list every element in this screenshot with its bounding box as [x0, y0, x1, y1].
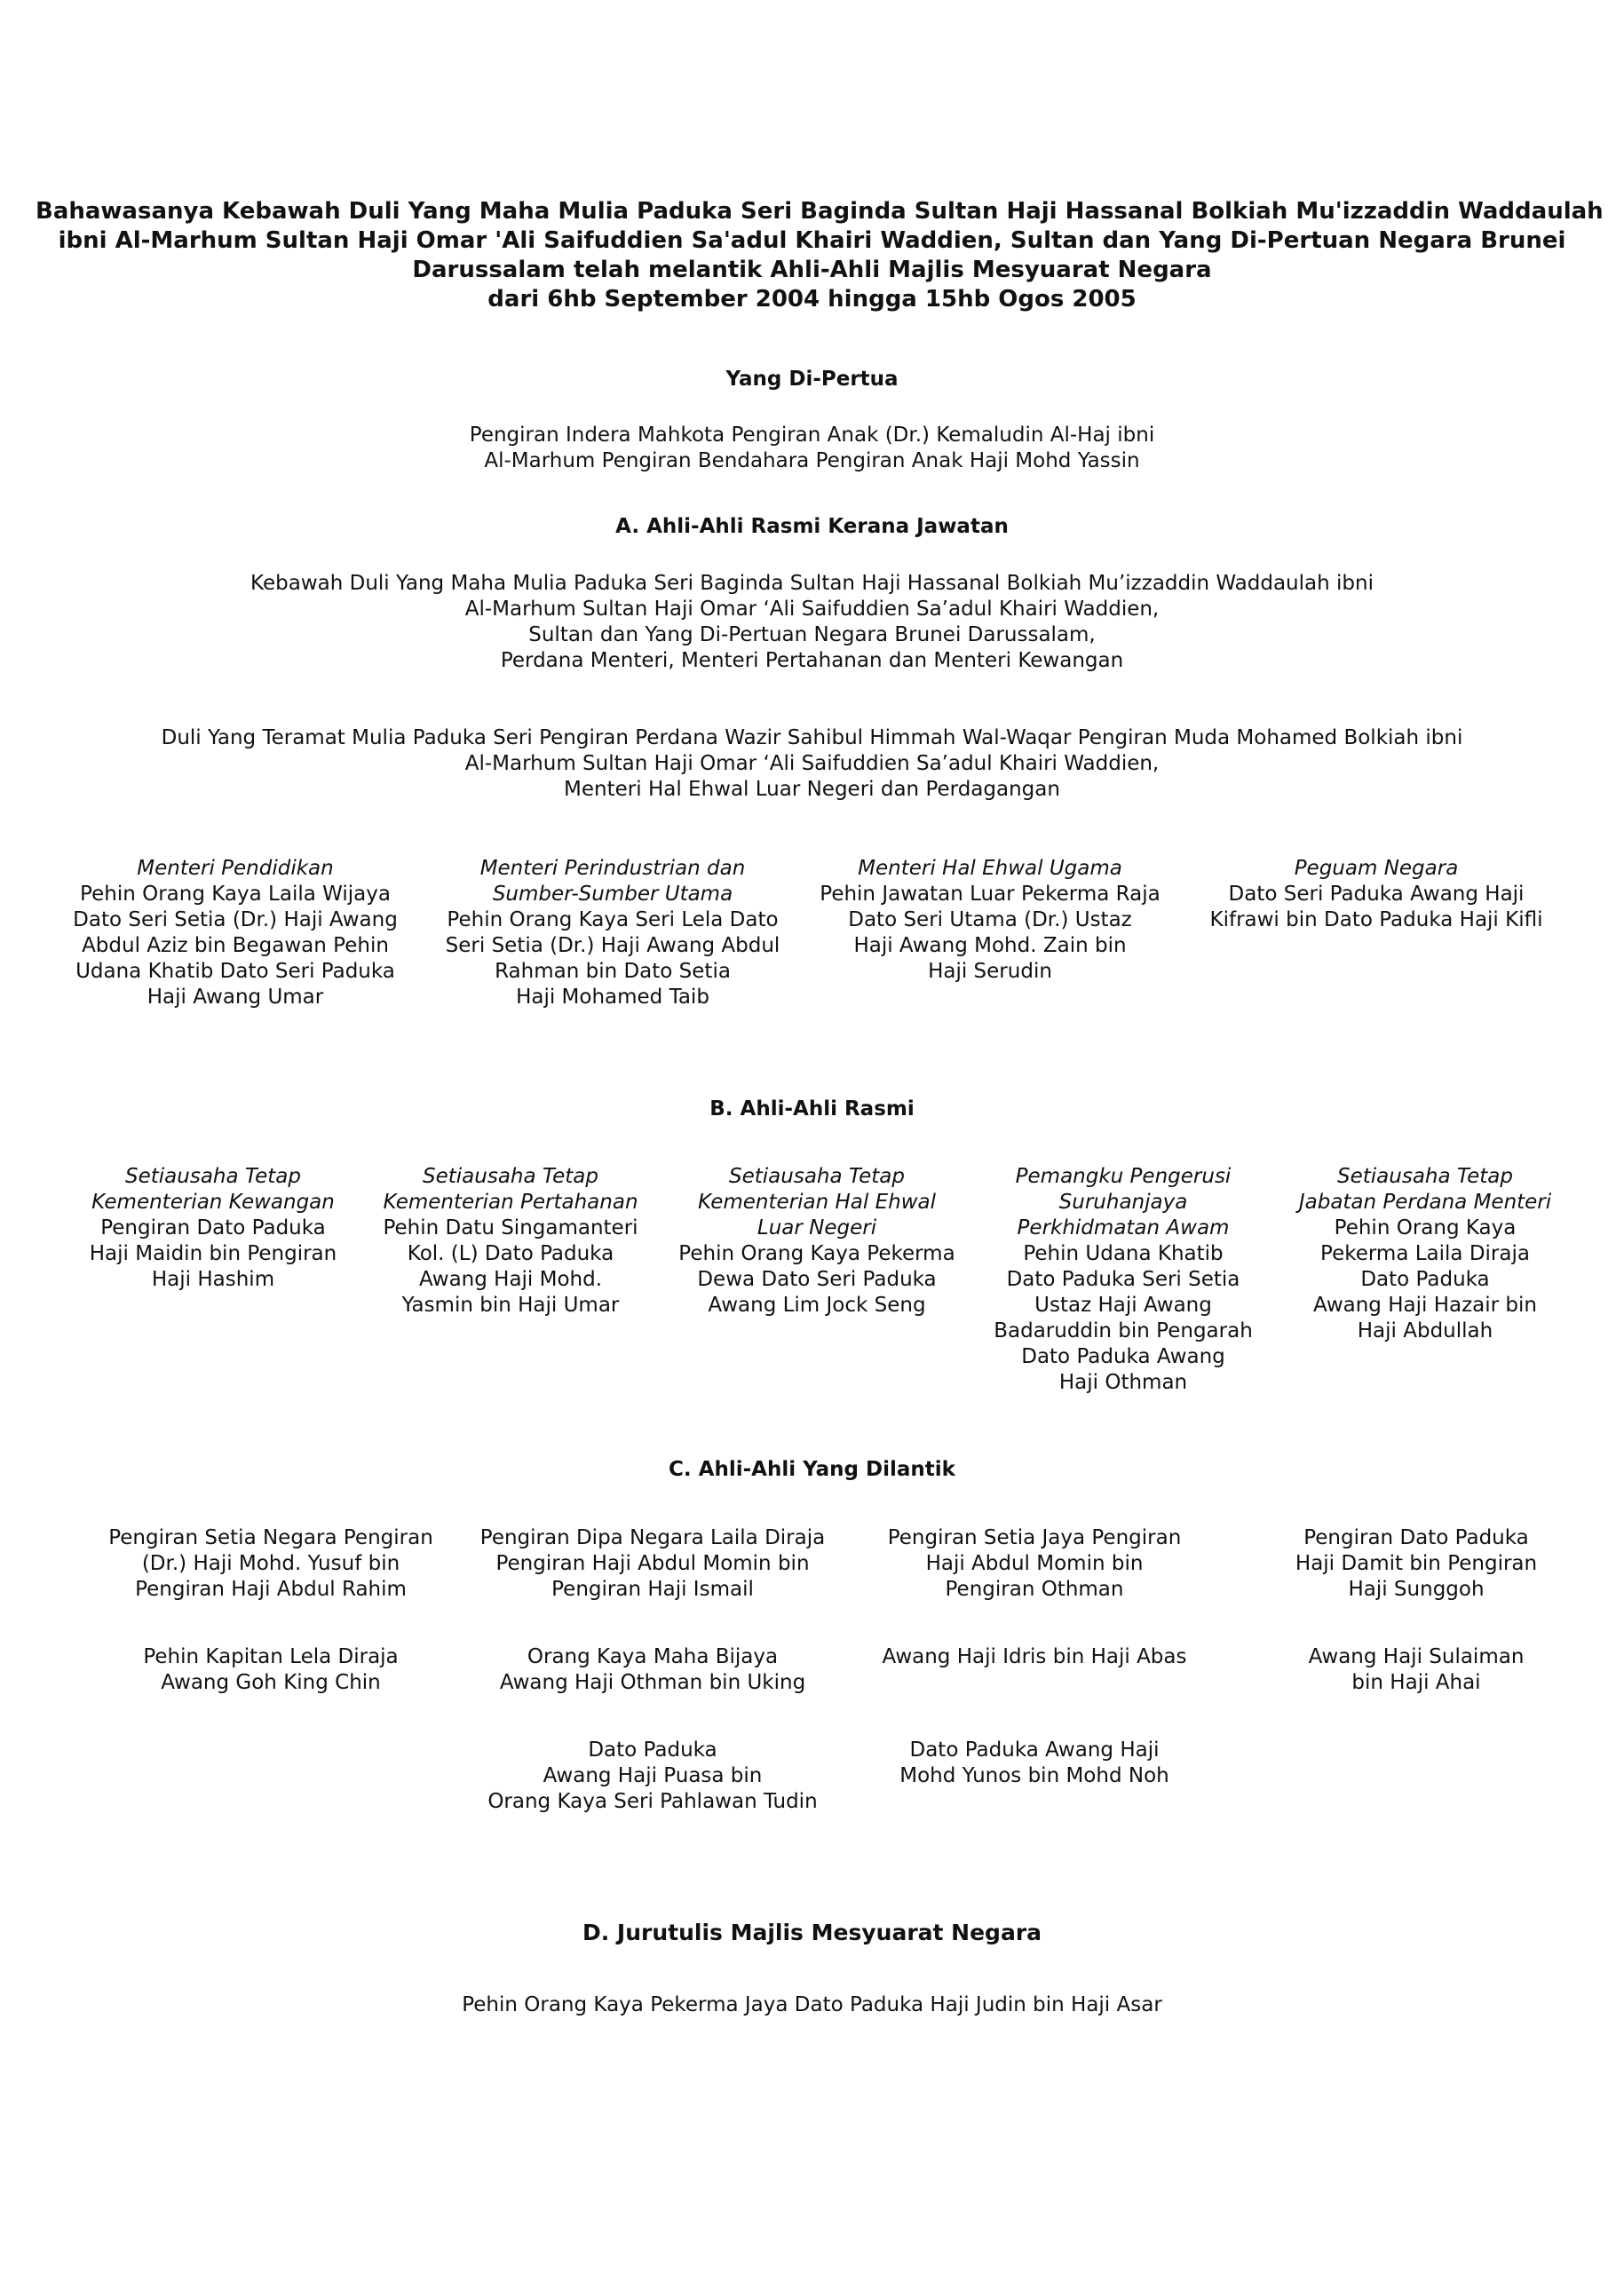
section-b-member: Setiausaha Tetap Kementerian Kewangan Pengiran Dato Paduka Haji Maidin bin Pengiran Haji Hashim: [89, 1165, 337, 1291]
section-a-member: Menteri Hal Ehwal Ugama Pehin Jawatan Luar Pekerma Raja Dato Seri Utama (Dr.) Ustaz Haji Awang Mohd. Zain bin Haji Serudin: [820, 857, 1161, 983]
section-c-member: Pengiran Setia Negara Pengiran (Dr.) Haji Mohd. Yusuf bin Pengiran Haji Abdul Rahim: [108, 1526, 433, 1601]
section-c-member: Pengiran Setia Jaya Pengiran Haji Abdul Momin bin Pengiran Othman: [887, 1526, 1182, 1601]
section-c-member: Dato Paduka Awang Haji Puasa bin Orang Kaya Seri Pahlawan Tudin: [487, 1738, 818, 1813]
section-c-member: Orang Kaya Maha Bijaya Awang Haji Othman bin Uking: [499, 1645, 806, 1694]
section-a-sultan: Kebawah Duli Yang Maha Mulia Paduka Seri Baginda Sultan Haji Hassanal Bolkiah Mu’izzaddin Waddaulah ibni Al-Marhum Sultan Haji Omar ‘Ali Saifuddien Sa’adul Khairi Waddien, Sultan dan Yang Di-Pertuan Negara Brunei Darussalam, Perdana Menteri, Menteri Pertahanan dan Menteri Kewangan: [250, 572, 1374, 672]
section-a-prince: Duli Yang Teramat Mulia Paduka Seri Pengiran Perdana Wazir Sahibul Himmah Wal-Waqar Pengiran Muda Mohamed Bolkiah ibni Al-Marhum Sultan Haji Omar ‘Ali Saifuddien Sa’adul Khairi Waddien, Menteri Hal Ehwal Luar Negeri dan Perdagangan: [161, 726, 1463, 801]
section-c-member: Pehin Kapitan Lela Diraja Awang Goh King Chin: [143, 1645, 399, 1694]
section-b-member: Pemangku Pengerusi Suruhanjaya Perkhidmatan Awam Pehin Udana Khatib Dato Paduka Seri Setia Ustaz Haji Awang Badaruddin bin Pengarah Dato Paduka Awang Haji Othman: [994, 1165, 1253, 1394]
section-b-member: Setiausaha Tetap Jabatan Perdana Menteri Pehin Orang Kaya Pekerma Laila Diraja Dato Paduka Awang Haji Hazair bin Haji Abdullah: [1298, 1165, 1552, 1342]
section-c-member: Pengiran Dipa Negara Laila Diraja Pengiran Haji Abdul Momin bin Pengiran Haji Ismail: [479, 1526, 826, 1601]
section-c-member: Dato Paduka Awang Haji Mohd Yunos bin Mohd Noh: [899, 1738, 1169, 1787]
section-c-member: Awang Haji Sulaiman bin Haji Ahai: [1308, 1645, 1525, 1694]
section-a-member: Menteri Perindustrian dan Sumber-Sumber Utama Pehin Orang Kaya Seri Lela Dato Seri Setia (Dr.) Haji Awang Abdul Rahman bin Dato Setia Haji Mohamed Taib: [445, 857, 780, 1009]
section-d-heading: D. Jurutulis Majlis Mesyuarat Negara: [582, 1920, 1042, 1945]
yang-dipertua-heading: Yang Di-Pertua: [725, 368, 899, 391]
yang-dipertua-name: Pengiran Indera Mahkota Pengiran Anak (Dr.) Kemaludin Al-Haj ibni Al-Marhum Pengiran Bendahara Pengiran Anak Haji Mohd Yassin: [469, 424, 1155, 472]
header-line: Darussalam telah melantik Ahli-Ahli Majlis Mesyuarat Negara: [412, 257, 1212, 283]
section-b-member: Setiausaha Tetap Kementerian Pertahanan Pehin Datu Singamanteri Kol. (L) Dato Paduka Awang Haji Mohd. Yasmin bin Haji Umar: [383, 1165, 638, 1317]
section-c-member: Awang Haji Idris bin Haji Abas: [882, 1645, 1187, 1668]
section-a-member: Peguam Negara Dato Seri Paduka Awang Haji Kifrawi bin Dato Paduka Haji Kifli: [1209, 857, 1543, 931]
section-a-heading: A. Ahli-Ahli Rasmi Kerana Jawatan: [615, 515, 1009, 538]
section-d-name: Pehin Orang Kaya Pekerma Jaya Dato Paduka Haji Judin bin Haji Asar: [462, 1993, 1162, 2016]
section-c-heading: C. Ahli-Ahli Yang Dilantik: [669, 1458, 955, 1481]
header-line: ibni Al-Marhum Sultan Haji Omar 'Ali Saifuddien Sa'adul Khairi Waddien, Sultan dan Yang Di-Pertuan Negara Brunei: [58, 227, 1566, 254]
section-b-member: Setiausaha Tetap Kementerian Hal Ehwal Luar Negeri Pehin Orang Kaya Pekerma Dewa Dato Seri Paduka Awang Lim Jock Seng: [678, 1165, 955, 1317]
header-line: dari 6hb September 2004 hingga 15hb Ogos 2005: [487, 286, 1137, 313]
section-a-member: Menteri Pendidikan Pehin Orang Kaya Laila Wijaya Dato Seri Setia (Dr.) Haji Awang Abdul Aziz bin Begawan Pehin Udana Khatib Dato Seri Paduka Haji Awang Umar: [73, 857, 398, 1009]
document-header: [36, 197, 1604, 314]
header-line: Bahawasanya Kebawah Duli Yang Maha Mulia Paduka Seri Baginda Sultan Haji Hassanal Bolkiah Mu'izzaddin Waddaulah: [36, 198, 1604, 225]
section-c-member: Pengiran Dato Paduka Haji Damit bin Pengiran Haji Sunggoh: [1295, 1526, 1538, 1601]
section-b-heading: B. Ahli-Ahli Rasmi: [709, 1097, 915, 1121]
